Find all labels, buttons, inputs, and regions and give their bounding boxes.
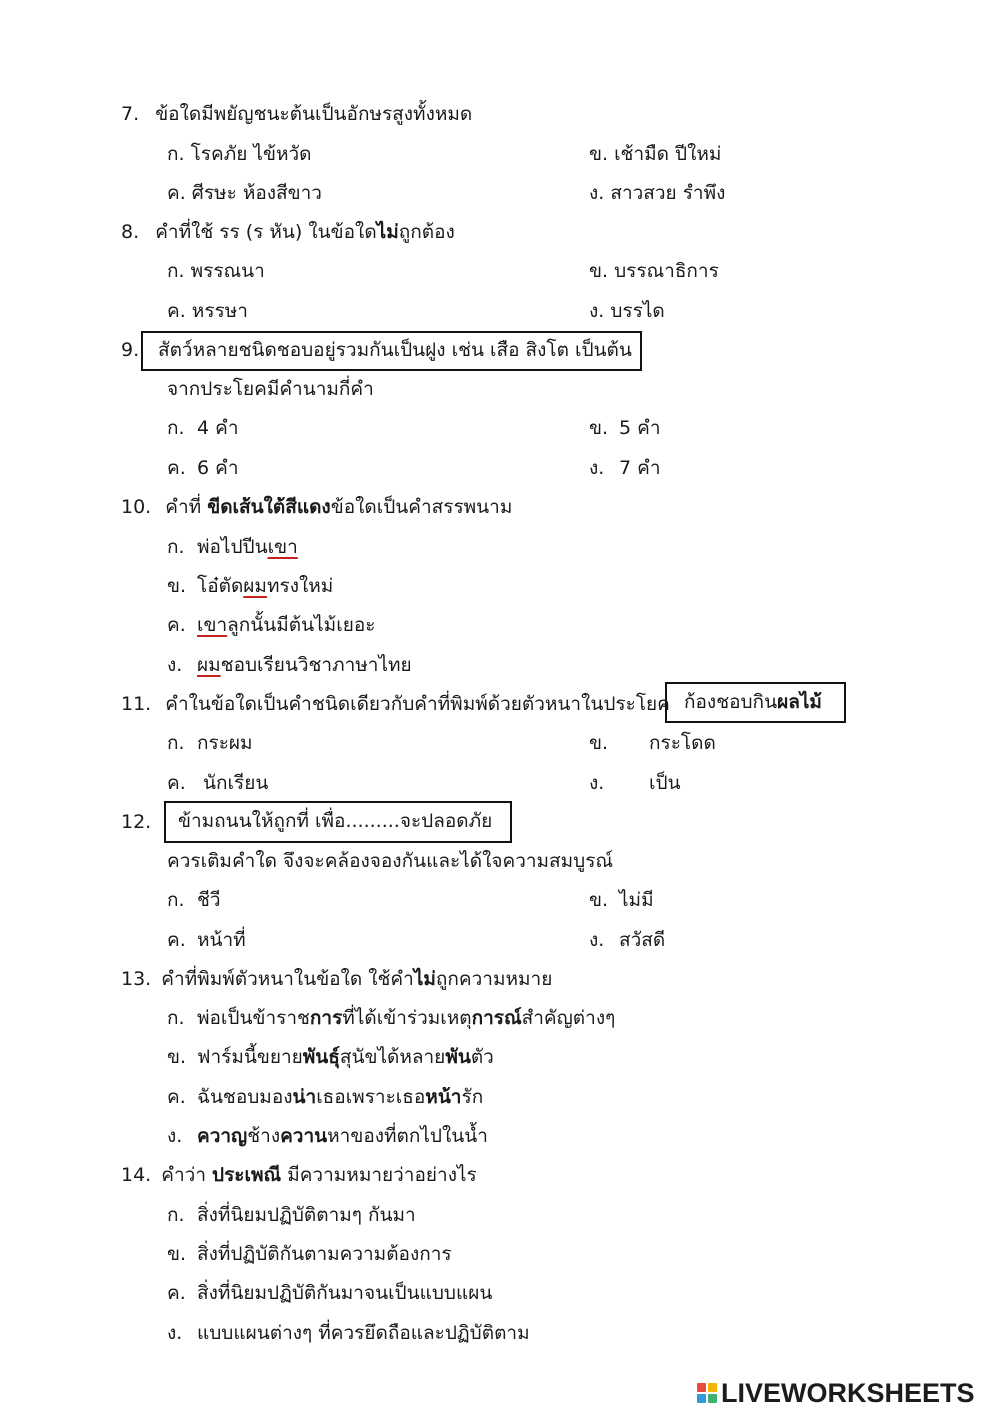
q10-option-b[interactable]: [167, 573, 333, 599]
q13-option-d-prefix: ง.: [167, 1125, 183, 1147]
q8-number: 8.: [121, 221, 140, 243]
q14-option-b[interactable]: [167, 1241, 452, 1267]
q10-number: 10.: [121, 496, 152, 518]
q13-option-c-prefix: ค.: [167, 1086, 186, 1108]
q11-option-b[interactable]: [589, 730, 716, 756]
q10-option-a-prefix: ก.: [167, 536, 185, 558]
q11-option-c-text: นักเรียน: [203, 772, 269, 794]
q7-option-a[interactable]: ก. โรคภัย ไข้หวัด: [167, 143, 312, 165]
q10-option-d-post: ชอบเรียนวิชาภาษาไทย: [220, 654, 412, 676]
q8-option-c[interactable]: ค. หรรษา: [167, 300, 248, 322]
q12-number: 12.: [121, 811, 152, 833]
q8-stem: [121, 219, 455, 245]
q11-sentence-box: [665, 682, 846, 723]
q11-option-d-prefix: ง.: [589, 772, 605, 794]
q7-text: ข้อใดมีพยัญชนะต้นเป็นอักษรสูงทั้งหมด: [155, 103, 473, 125]
logo-square-2: [708, 1383, 717, 1392]
q11-option-b-text: กระโดด: [649, 732, 716, 754]
q11-stem: [121, 691, 670, 717]
q11-option-a-prefix: ก.: [167, 732, 185, 754]
q8-option-a[interactable]: ก. พรรณนา: [167, 260, 265, 282]
liveworksheets-logo-text: LIVEWORKSHEETS: [721, 1378, 975, 1408]
q9-option-d[interactable]: [589, 455, 661, 481]
q10-option-b-underlined: ผม: [243, 575, 267, 597]
q13-option-c-bold2: หน้า: [425, 1086, 462, 1108]
q13-option-d[interactable]: [167, 1123, 488, 1149]
q14-option-b-prefix: ข.: [167, 1243, 187, 1265]
q10-option-b-prefix: ข.: [167, 575, 187, 597]
q10-option-d[interactable]: [167, 652, 412, 678]
q13-option-c-part2: เธอเพราะเธอ: [316, 1086, 426, 1108]
q11-sentence: [684, 689, 822, 715]
q14-option-d[interactable]: [167, 1320, 530, 1346]
q14-option-d-text: แบบแผนต่างๆ ที่ควรยึดถือและปฏิบัติตาม: [197, 1322, 530, 1344]
q12-option-c-prefix: ค.: [167, 929, 186, 951]
q10-option-a[interactable]: [167, 534, 298, 560]
q12-option-a[interactable]: [167, 887, 221, 913]
q12-option-b-text: ไม่มี: [619, 889, 654, 911]
q14-option-d-prefix: ง.: [167, 1322, 183, 1344]
q7-stem: [121, 101, 472, 127]
liveworksheets-logo: [697, 1378, 975, 1408]
q13-option-c-part1: ฉันชอบมอง: [197, 1086, 293, 1108]
q10-option-b-post: ทรงใหม่: [266, 575, 334, 597]
q11-sentence-plain: ก้องชอบกิน: [684, 691, 778, 713]
q7-number: 7.: [121, 103, 140, 125]
q12-sentence: ข้ามถนนให้ถูกที่ เพื่อ.........จะปลอดภัย: [178, 810, 493, 832]
q9-number: 9.: [121, 339, 140, 361]
q12-option-b[interactable]: [589, 887, 654, 913]
logo-square-1: [697, 1383, 706, 1392]
q8-option-d[interactable]: ง. บรรได: [589, 300, 665, 322]
q13-option-d-bold1: ควาญ: [197, 1125, 248, 1147]
q12-option-d-prefix: ง.: [589, 929, 605, 951]
q11-option-b-prefix: ข.: [589, 732, 609, 754]
q10-text-after: ข้อใดเป็นคำสรรพนาม: [330, 496, 513, 518]
q13-option-b[interactable]: [167, 1044, 494, 1070]
q13-option-a-prefix: ก.: [167, 1007, 185, 1029]
q14-option-a-text: สิ่งที่นิยมปฏิบัติตามๆ กันมา: [197, 1204, 416, 1226]
q10-option-a-underlined: เขา: [267, 536, 298, 558]
q13-option-b-prefix: ข.: [167, 1046, 187, 1068]
q13-stem: [121, 966, 552, 992]
q12-option-a-text: ชีวี: [197, 889, 221, 911]
q10-option-c[interactable]: [167, 612, 375, 638]
q9-option-c-text: 6 คำ: [197, 457, 239, 479]
q12-sentence-box: [164, 801, 512, 843]
q13-option-b-part2: สุนัขได้หลาย: [339, 1046, 446, 1068]
q9-option-b-prefix: ข.: [589, 417, 609, 439]
q12-subquestion: ควรเติมคำใด จึงจะคล้องจองกันและได้ใจความสมบูรณ์: [167, 850, 614, 872]
q13-option-a-part3: สำคัญต่างๆ: [521, 1007, 616, 1029]
q10-option-d-underlined: ผม: [197, 654, 221, 676]
logo-square-4: [708, 1394, 717, 1403]
q13-text-after: ถูกความหมาย: [435, 968, 553, 990]
q13-option-d-part3: หาของที่ตกไปในน้ำ: [327, 1125, 488, 1147]
q13-option-c-bold1: น่า: [292, 1086, 317, 1108]
q12-option-c[interactable]: [167, 927, 246, 953]
q7-option-d[interactable]: ง. สาวสวย รำพึง: [589, 182, 726, 204]
q11-option-a-text: กระผม: [197, 732, 253, 754]
q11-option-d[interactable]: [589, 770, 681, 796]
q9-option-c[interactable]: [167, 455, 239, 481]
q8-text-before: คำที่ใช้ รร (ร หัน) ในข้อใด: [155, 221, 377, 243]
q14-option-c-text: สิ่งที่นิยมปฏิบัติกันมาจนเป็นแบบแผน: [197, 1282, 493, 1304]
q12-option-a-prefix: ก.: [167, 889, 185, 911]
q12-option-c-text: หน้าที่: [197, 929, 246, 951]
q13-option-a-part2: ที่ได้เข้าร่วมเหตุ: [342, 1007, 472, 1029]
q7-option-b[interactable]: ข. เช้ามืด ปีใหม่: [589, 143, 722, 165]
q10-option-c-underlined: เขา: [197, 614, 228, 636]
q13-text-before: คำที่พิมพ์ตัวหนาในข้อใด ใช้คำ: [161, 968, 414, 990]
q10-stem: [121, 494, 512, 520]
q9-option-a[interactable]: [167, 415, 239, 441]
liveworksheets-logo-icon: [697, 1383, 717, 1403]
q12-option-b-prefix: ข.: [589, 889, 609, 911]
q14-option-b-text: สิ่งที่ปฏิบัติกันตามความต้องการ: [197, 1243, 452, 1265]
q13-option-d-part2: ช้าง: [247, 1125, 281, 1147]
q14-option-c[interactable]: [167, 1280, 492, 1306]
q11-option-d-text: เป็น: [649, 772, 681, 794]
q13-option-c[interactable]: [167, 1084, 483, 1110]
q13-option-a[interactable]: [167, 1005, 615, 1031]
q9-option-d-text: 7 คำ: [619, 457, 661, 479]
q11-option-c-prefix: ค.: [167, 772, 186, 794]
q13-text-bold: ไม่: [413, 968, 436, 990]
q8-text-bold: ไม่: [376, 221, 399, 243]
q13-option-b-part3: ตัว: [470, 1046, 494, 1068]
q14-text-after: มีความหมายว่าอย่างไร: [281, 1164, 477, 1186]
q13-number: 13.: [121, 968, 152, 990]
q9-option-a-prefix: ก.: [167, 417, 185, 439]
q11-option-a[interactable]: [167, 730, 253, 756]
q13-option-a-bold1: การ: [309, 1007, 343, 1029]
q14-text-before: คำว่า: [161, 1164, 213, 1186]
logo-square-3: [697, 1394, 706, 1403]
q14-option-a-prefix: ก.: [167, 1204, 185, 1226]
q14-text-bold: ประเพณี: [212, 1164, 282, 1186]
q11-number: 11.: [121, 693, 152, 715]
q13-option-b-bold1: พันธุ์: [302, 1046, 340, 1068]
q13-option-a-bold2: การณ์: [471, 1007, 522, 1029]
q10-text-bold: ขีดเส้นใต้สีแดง: [207, 496, 331, 518]
q11-text: คำในข้อใดเป็นคำชนิดเดียวกับคำที่พิมพ์ด้วยตัวหนาในประโยค: [165, 693, 670, 715]
q9-sentence: สัตว์หลายชนิดชอบอยู่รวมกันเป็นฝูง เช่น เสือ สิงโต เป็นต้น: [158, 339, 632, 361]
q14-option-c-prefix: ค.: [167, 1282, 186, 1304]
q9-option-c-prefix: ค.: [167, 457, 186, 479]
q9-option-a-text: 4 คำ: [197, 417, 239, 439]
q13-option-d-bold2: ควาน: [280, 1125, 328, 1147]
q10-option-a-pre: พ่อไปปีน: [197, 536, 268, 558]
q13-option-a-part1: พ่อเป็นข้าราช: [197, 1007, 310, 1029]
q13-option-b-part1: ฟาร์มนี้ขยาย: [197, 1046, 303, 1068]
q7-option-c[interactable]: ค. ศีรษะ ห้องสีขาว: [167, 182, 322, 204]
q10-option-b-pre: โอ๋ตัด: [197, 575, 244, 597]
q8-text-after: ถูกต้อง: [398, 221, 455, 243]
q10-option-c-prefix: ค.: [167, 614, 186, 636]
q11-sentence-bold: ผลไม้: [777, 691, 822, 713]
q14-stem: [121, 1162, 477, 1188]
q12-option-d-text: สวัสดี: [619, 929, 666, 951]
q9-option-b[interactable]: [589, 415, 661, 441]
q9-sentence-box: [141, 331, 642, 371]
q14-option-a[interactable]: [167, 1202, 416, 1228]
q14-number: 14.: [121, 1164, 152, 1186]
q11-option-c[interactable]: [167, 770, 268, 796]
q9-option-d-prefix: ง.: [589, 457, 605, 479]
q8-option-b[interactable]: ข. บรรณาธิการ: [589, 260, 719, 282]
q9-option-b-text: 5 คำ: [619, 417, 661, 439]
q10-option-c-post: ลูกนั้นมีต้นไม้เยอะ: [227, 614, 376, 636]
q13-option-b-bold2: พัน: [445, 1046, 471, 1068]
q13-option-c-part3: รัก: [461, 1086, 484, 1108]
q12-option-d[interactable]: [589, 927, 665, 953]
q10-text-before: คำที่: [165, 496, 208, 518]
q10-option-d-prefix: ง.: [167, 654, 183, 676]
q9-subquestion: จากประโยคมีคำนามกี่คำ: [167, 378, 374, 400]
